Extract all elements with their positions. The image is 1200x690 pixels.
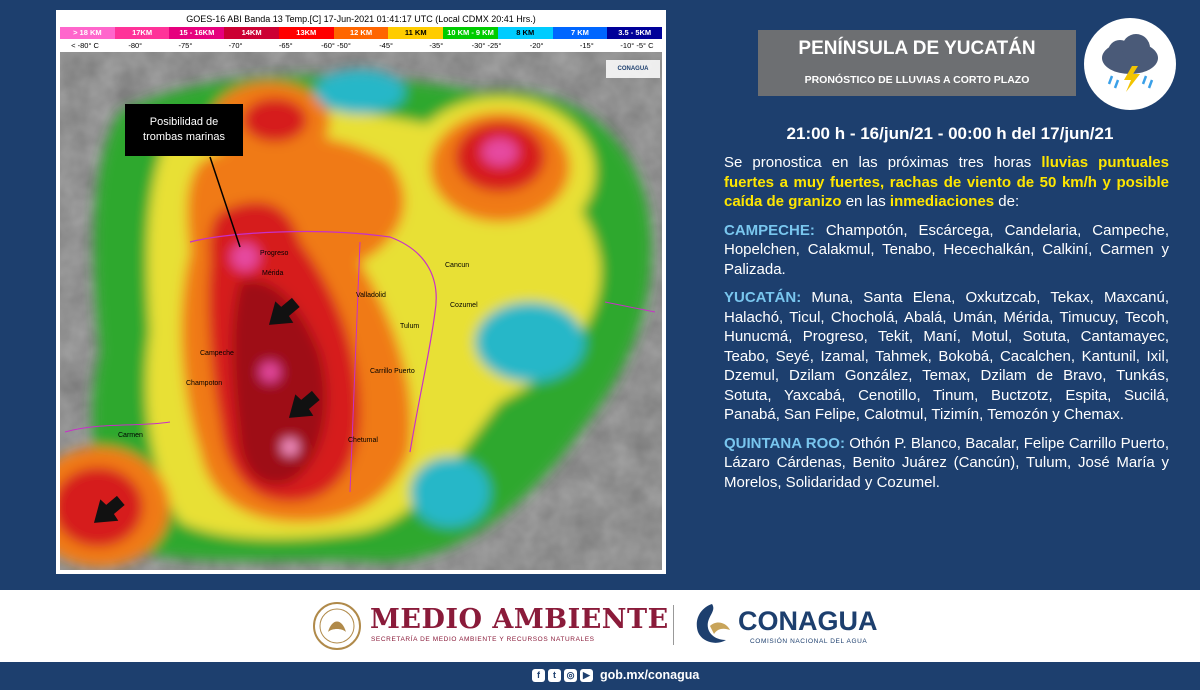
colorbar-temp-label: < -80° C: [71, 41, 99, 50]
city-label: Valladolid: [356, 292, 386, 299]
colorbar-temp-label: -15°: [579, 41, 594, 50]
state-places: Champotón, Escárcega, Candelaria, Campeche, Hopelchen, Calakmul, Tenabo, Hecechalkán, Calkiní, Carmen y Palizada.: [724, 221, 1169, 278]
colorbar-heights: [60, 27, 662, 39]
page-title: PENÍNSULA DE YUCATÁN: [798, 38, 1036, 59]
waterspout-callout: [125, 104, 243, 156]
colorbar-temp-label: -10° -5° C: [620, 41, 654, 50]
colorbar-height-label: 15 - 16KM: [169, 27, 224, 39]
intro-after: de:: [994, 193, 1020, 210]
state-name: YUCATÁN:: [724, 289, 802, 306]
city-label: Cozumel: [450, 302, 478, 309]
colorbar-height-label: > 18 KM: [60, 27, 115, 39]
colorbar-title: GOES-16 ABI Banda 13 Temp.[C] 17-Jun-2021 01:41:17 UTC (Local CDMX 20:41 Hrs.): [186, 14, 536, 24]
city-label: Carmen: [118, 432, 143, 439]
city-label: Campeche: [200, 350, 234, 357]
twitter-icon[interactable]: t: [548, 669, 561, 682]
conagua-title: CONAGUA: [738, 606, 878, 636]
colorbar-height-label: 12 KM: [334, 27, 389, 39]
state-places: Muna, Santa Elena, Oxkutzcab, Tekax, Maxcanú, Halachó, Ticul, Chocholá, Abalá, Umán, Mérida, Timucuy, Tecoh, Hunucmá, Progreso, Tekit, Maní, Motul, Sotuta, Cantamayec, Teabo, Seyé, Izamal, Tahmek, Bokobá, Cacalchen, Kantunil, Ixil, Dzemul, Dzilam González, Temax, Dzilam de Bravo, Tunkás, Sotuta, Yaxcabá, Cenotillo, Tinum, Buctzotz, Espita, Sucilá, Panabá, San Felipe, Calotmul, Tizimín, Temozón y Chemax.: [724, 289, 1169, 423]
social-icons: [532, 669, 593, 682]
callout-line-1: Posibilidad de: [149, 116, 219, 128]
city-label: Champoton: [186, 380, 223, 387]
colorbar-temp-label: -35°: [429, 41, 444, 50]
medio-ambiente-subtitle: SECRETARÍA DE MEDIO AMBIENTE Y RECURSOS NATURALES: [371, 636, 595, 643]
state-name: QUINTANA ROO:: [724, 434, 845, 452]
colorbar-temp-label: -75°: [178, 41, 193, 50]
colorbar-height-label: 13KM: [279, 27, 334, 39]
footer-divider: [673, 605, 674, 645]
state-yucatan: [724, 288, 1169, 425]
city-label: Mérida: [262, 270, 284, 277]
colorbar-height-label: 3.5 - 5KM: [607, 27, 662, 39]
colorbar-temp-label: -60° -50°: [321, 41, 351, 50]
forecast-intro: [724, 153, 1169, 212]
colorbar-temp-label: -45°: [379, 41, 394, 50]
colorbar-height-label: 10 KM - 9 KM: [443, 27, 498, 39]
state-quintana-roo: [724, 434, 1169, 493]
instagram-icon[interactable]: ◎: [564, 669, 577, 682]
colorbar-temp-label: -20°: [529, 41, 544, 50]
forecast-datetime: 21:00 h - 16/jun/21 - 00:00 h del 17/jun/21: [786, 124, 1114, 143]
intro-highlight: lluvias puntuales fuertes a muy fuertes, rachas de viento de 50 km/h y posible caída de granizo: [724, 154, 1169, 210]
conagua-logo-icon: [690, 600, 734, 648]
colorbar-legend: [60, 14, 662, 52]
city-label: Tulum: [400, 323, 420, 330]
medio-ambiente-title: MEDIO AMBIENTE: [370, 604, 669, 635]
state-places: Othón P. Blanco, Bacalar, Felipe Carrillo Puerto, Lázaro Cárdenas, Benito Juárez (Cancún), Tulum, José María y Morelos, Solidaridad y Cozumel.: [724, 434, 1169, 491]
website-link[interactable]: gob.mx/conagua: [600, 668, 700, 682]
city-label: Carrillo Puerto: [370, 368, 415, 375]
colorbar-height-label: 7 KM: [553, 27, 608, 39]
conagua-subtitle: COMISIÓN NACIONAL DEL AGUA: [750, 638, 868, 645]
youtube-icon[interactable]: ▶: [580, 669, 593, 682]
city-label: Cancun: [445, 262, 470, 269]
colorbar-temperatures: [60, 40, 662, 52]
state-name: CAMPECHE:: [724, 221, 815, 239]
colorbar-height-label: 14KM: [224, 27, 279, 39]
callout-line-2: trombas marinas: [143, 131, 225, 143]
colorbar-temp-label: -80°: [128, 41, 143, 50]
forecast-text: [724, 153, 1169, 501]
intro-before: Se pronostica en las próximas tres horas: [724, 154, 1042, 171]
colorbar-temp-label: -30° -25°: [471, 41, 502, 50]
page-subtitle: PRONÓSTICO DE LLUVIAS A CORTO PLAZO: [804, 74, 1030, 86]
colorbar-temp-label: -65°: [278, 41, 293, 50]
colorbar-height-label: 11 KM: [388, 27, 443, 39]
city-label: Chetumal: [348, 437, 378, 444]
colorbar-height-label: 17KM: [115, 27, 170, 39]
mexico-seal-icon: [312, 600, 362, 652]
intro-mid: en las: [841, 193, 890, 210]
colorbar-temp-label: -70°: [228, 41, 243, 50]
intro-highlight-2: inmediaciones: [889, 193, 995, 210]
rain-storm-cloud-icon: [1084, 18, 1176, 110]
facebook-icon[interactable]: f: [532, 669, 545, 682]
map-conagua-logo: CONAGUA: [606, 60, 660, 78]
header-banner: [758, 30, 1076, 96]
state-campeche: [724, 221, 1169, 280]
city-label: Progreso: [260, 250, 289, 257]
colorbar-height-label: 8 KM: [498, 27, 553, 39]
